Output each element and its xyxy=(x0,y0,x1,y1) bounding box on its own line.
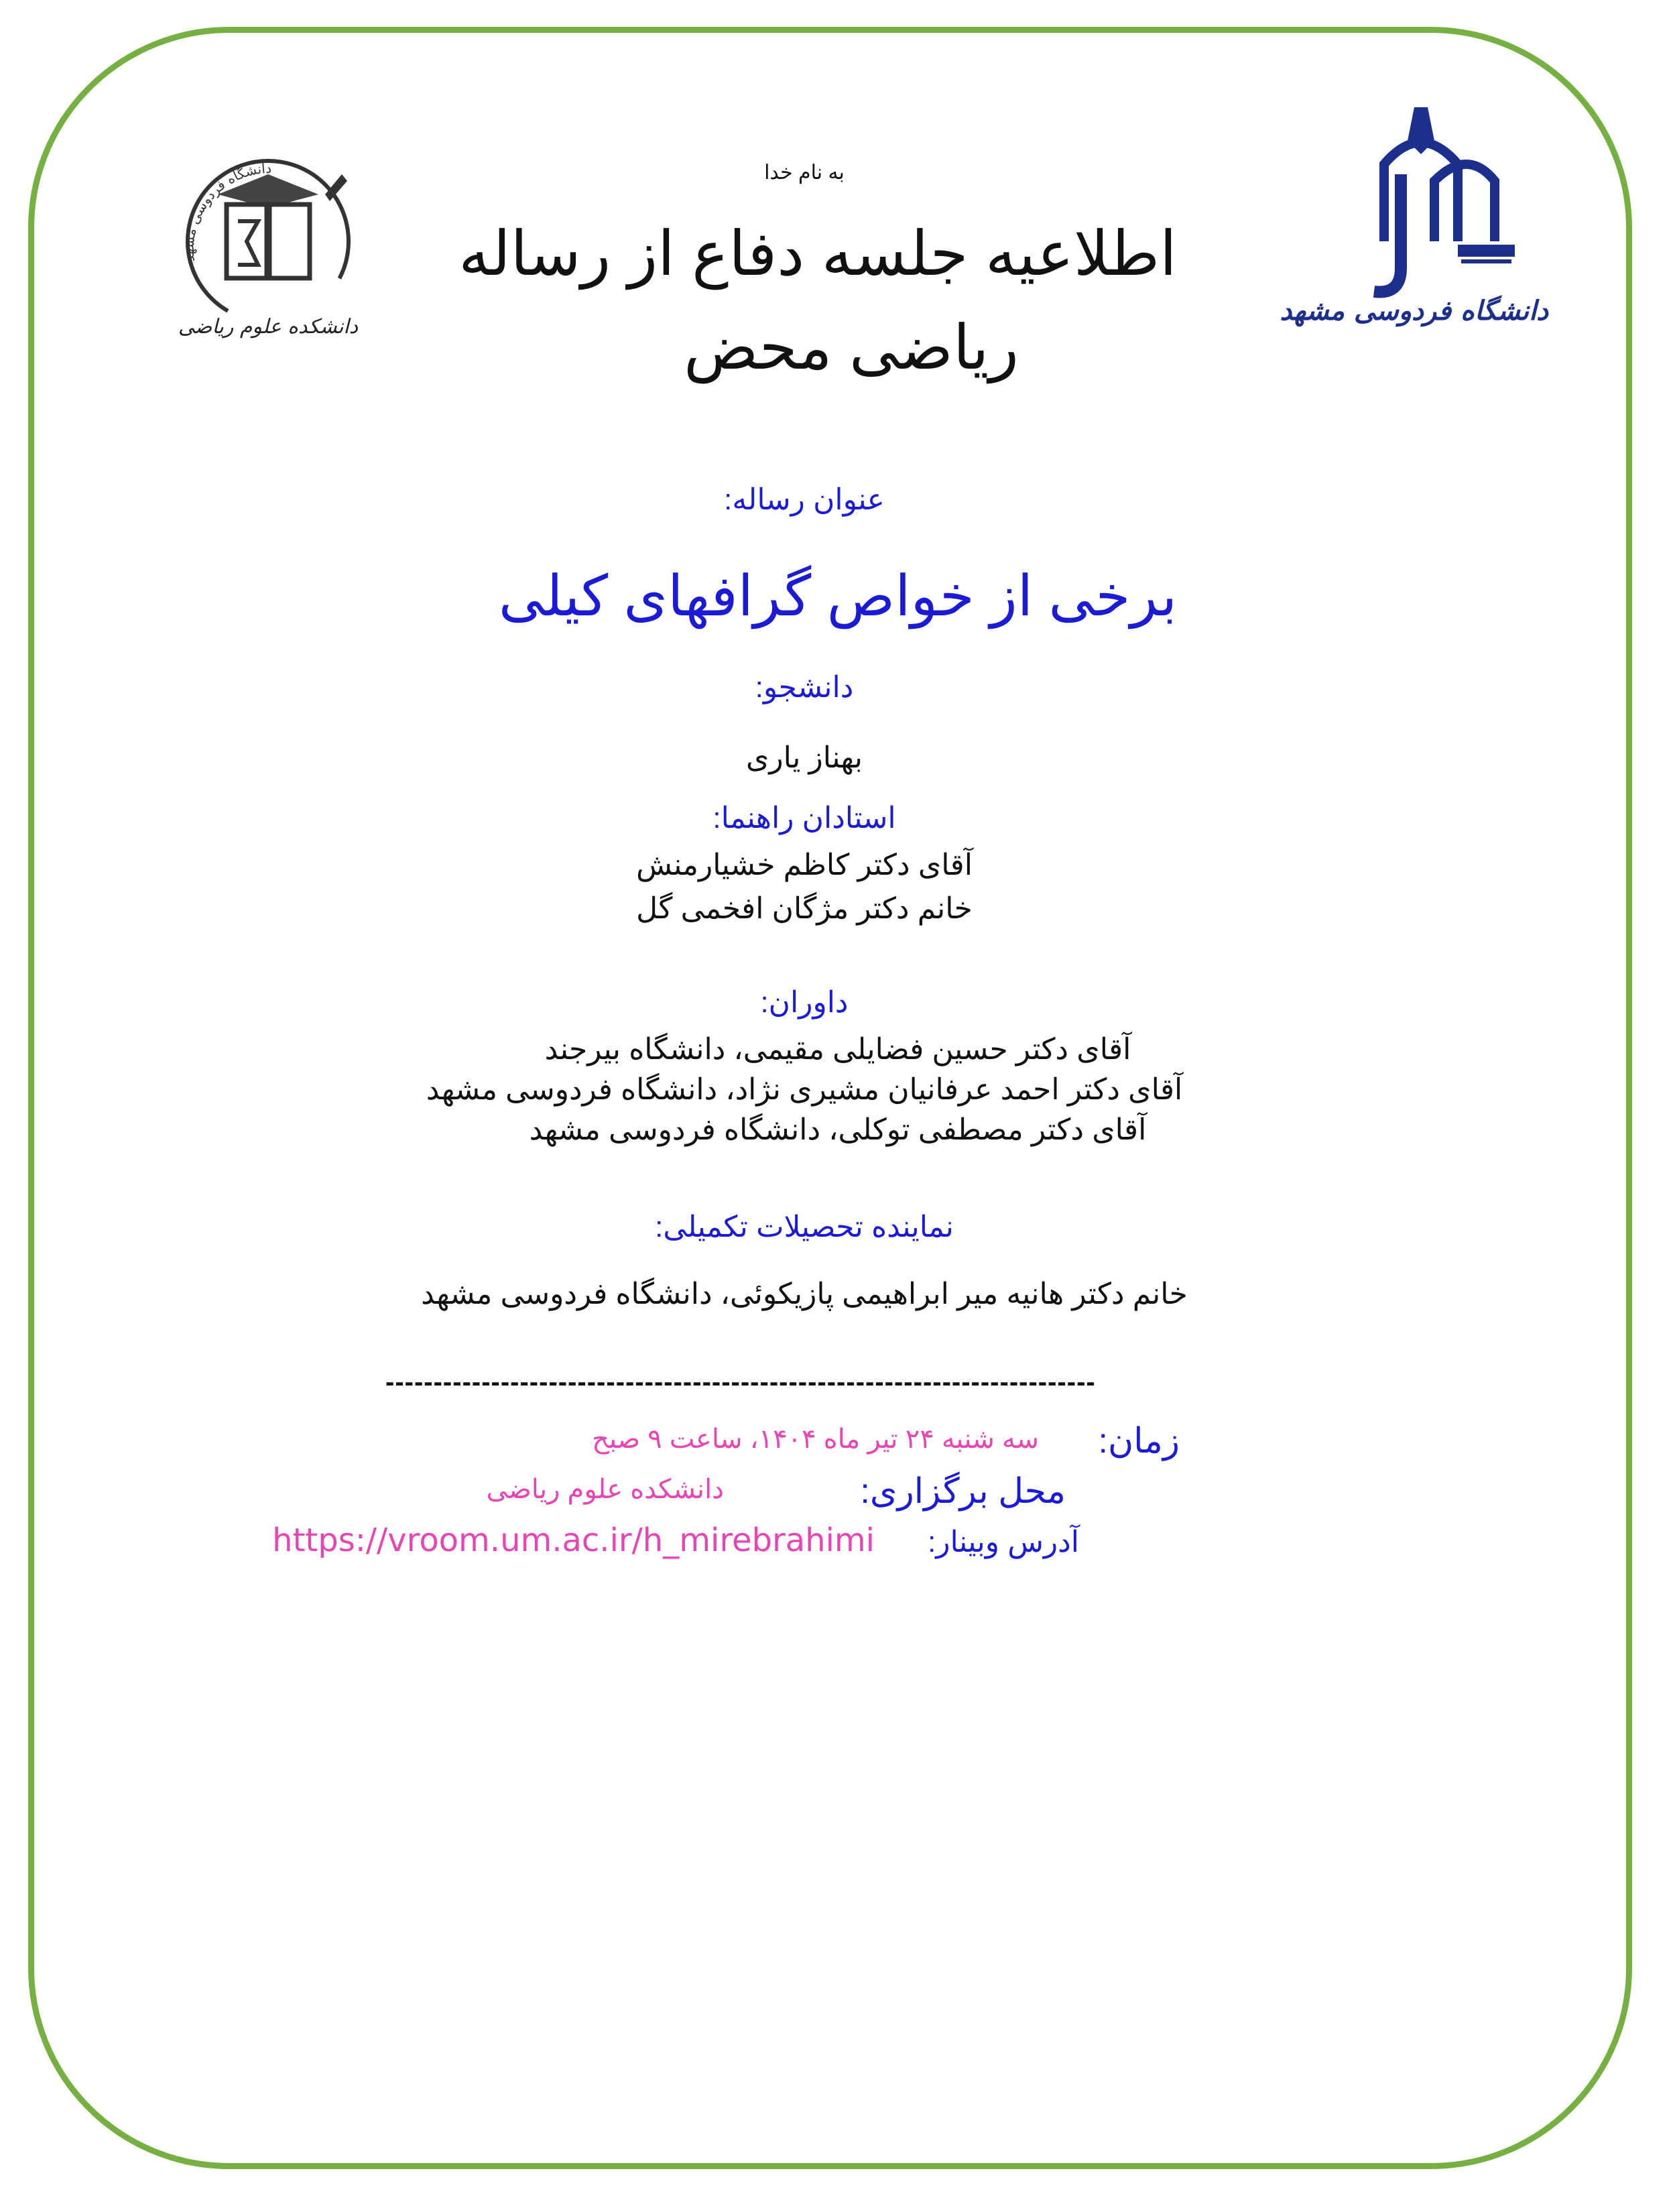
grad-rep-label: نماینده تحصیلات تکمیلی: xyxy=(655,1211,954,1243)
faculty-logo xyxy=(168,134,369,362)
university-logo-text: دانشگاه فردوسی مشهد xyxy=(1280,295,1548,326)
supervisor-2: خانم دکتر مژگان افخمی گل xyxy=(636,892,973,925)
divider-line: -------------------------------------------------------------------------- xyxy=(385,1367,1096,1397)
time-label: زمان: xyxy=(1098,1422,1180,1461)
faculty-logo-text: دانشکده علوم ریاضی xyxy=(178,315,359,339)
venue-value: دانشکده علوم ریاضی xyxy=(486,1475,724,1504)
referee-1: آقای دکتر حسین فضایلی مقیمی، دانشگاه بیرجند xyxy=(544,1033,1131,1066)
supervisors-label: استادان راهنما: xyxy=(712,802,896,835)
university-logo xyxy=(1280,101,1548,349)
referee-3: آقای دکتر مصطفی توکلی، دانشگاه فردوسی مشهد xyxy=(529,1113,1147,1146)
venue-label: محل برگزاری: xyxy=(860,1472,1066,1511)
page-title-line2: ریاضی محض xyxy=(684,314,1019,382)
page-title-line1: اطلاعیه جلسه دفاع از رساله xyxy=(458,220,1177,288)
bismillah: به نام خدا xyxy=(764,162,845,184)
svg-text:دانشگاه فردوسی مشهد: دانشگاه فردوسی مشهد xyxy=(180,160,272,263)
thesis-title: برخی از خواص گرافهای کیلی xyxy=(498,564,1178,627)
time-value: سه شنبه ۲۴ تیر ماه ۱۴۰۴، ساعت ۹ صبح xyxy=(592,1424,1039,1454)
supervisor-1: آقای دکتر کاظم خشیارمنش xyxy=(636,849,973,881)
referees-label: داوران: xyxy=(760,986,849,1019)
grad-rep-name: خانم دکتر هانیه میر ابراهیمی پازیکوئی، دانشگاه فردوسی مشهد xyxy=(421,1278,1188,1310)
thesis-title-label: عنوان رساله: xyxy=(724,483,885,516)
referee-2: آقای دکتر احمد عرفانیان مشیری نژاد، دانشگاه فردوسی مشهد xyxy=(426,1073,1183,1106)
student-label: دانشجو: xyxy=(755,671,854,704)
student-name: بهناز یاری xyxy=(745,741,863,774)
webinar-link[interactable]: https://vroom.um.ac.ir/h_mirebrahimi xyxy=(272,1522,875,1559)
webinar-label: آدرس وبینار: xyxy=(928,1526,1079,1558)
